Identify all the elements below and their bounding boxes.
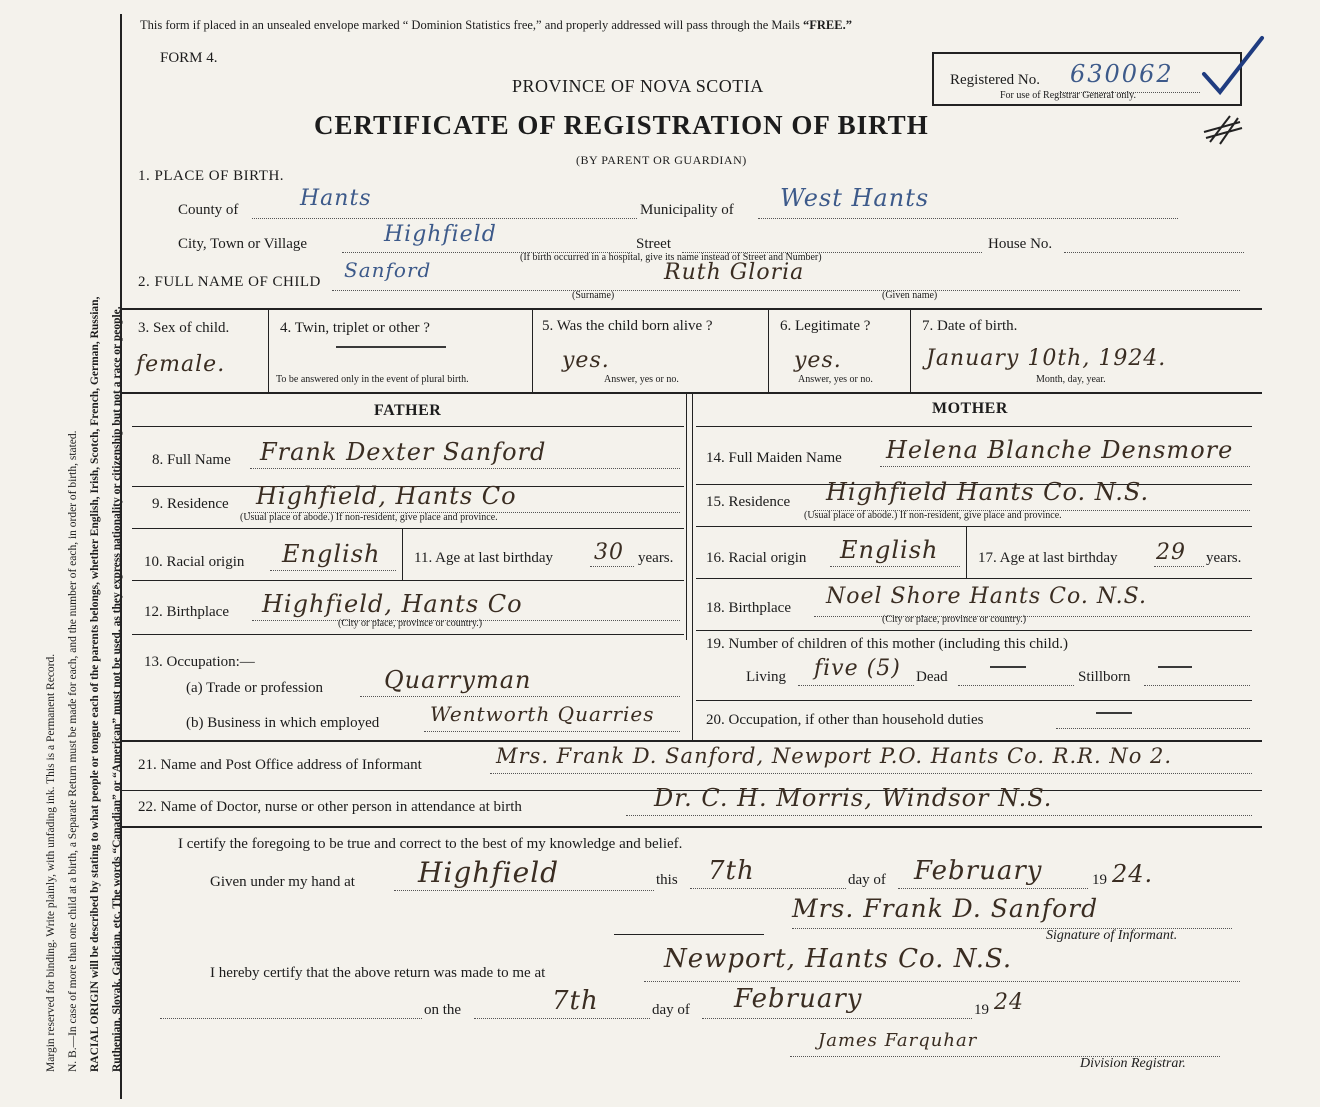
occupation-dash: [1096, 712, 1132, 714]
father-birthplace-label: 12. Birthplace: [144, 604, 229, 620]
city-value: Highfield: [384, 222, 497, 247]
mother-occupation-label: 20. Occupation, if other than household duties: [706, 712, 984, 728]
reg-month-value: February: [734, 984, 863, 1014]
reg-day-value: 7th: [552, 986, 599, 1016]
informant-signature: Mrs. Frank D. Sanford: [792, 894, 1099, 923]
form-number: FORM 4.: [160, 50, 218, 66]
registrar-note: For use of Registrar General only.: [1000, 90, 1136, 101]
mother-residence-value: Highfield Hants Co. N.S.: [826, 478, 1150, 506]
legitimate-value: yes.: [794, 348, 842, 373]
father-trade-label: (a) Trade or profession: [186, 680, 324, 696]
doctor-value: Dr. C. H. Morris, Windsor N.S.: [654, 784, 1053, 812]
twin-dash: [336, 346, 446, 348]
province-heading: PROVINCE OF NOVA SCOTIA: [512, 76, 764, 96]
father-age-value: 30: [594, 540, 624, 565]
given-place-value: Highfield: [418, 856, 560, 889]
father-racial-value: English: [282, 540, 381, 568]
father-trade-value: Quarryman: [384, 666, 532, 694]
father-name-value: Frank Dexter Sanford: [260, 438, 547, 466]
surname-caption: (Surname): [572, 290, 615, 301]
stillborn-label: Stillborn: [1078, 669, 1131, 685]
father-occupation-label: 13. Occupation:—: [144, 654, 255, 670]
form-left-border: [120, 14, 122, 1099]
year-value: 24.: [1112, 860, 1154, 888]
mother-residence-note: (Usual place of abode.) If non-resident, give place and province.: [804, 510, 1062, 521]
father-heading: FATHER: [374, 402, 442, 419]
check-mark-icon: [1198, 30, 1268, 105]
on-the-label: on the: [424, 1002, 462, 1018]
certificate-title: CERTIFICATE OF REGISTRATION OF BIRTH: [314, 110, 929, 140]
municipality-value: West Hants: [780, 184, 930, 212]
mother-birthplace-value: Noel Shore Hants Co. N.S.: [826, 584, 1147, 609]
legitimate-note: Answer, yes or no.: [798, 374, 873, 385]
reg-year-prefix: 19: [974, 1002, 989, 1018]
mother-name-value: Helena Blanche Densmore: [886, 436, 1234, 464]
living-value: five (5): [814, 656, 901, 681]
mother-birthplace-note: (City or place, province or country.): [882, 614, 1027, 625]
dead-dash: [990, 666, 1026, 668]
dead-label: Dead: [916, 669, 948, 685]
mother-age-unit: years.: [1206, 550, 1242, 566]
municipality-label: Municipality of: [640, 202, 734, 218]
sex-value: female.: [136, 352, 226, 377]
signature-caption: Signature of Informant.: [1046, 928, 1178, 943]
registrar-place-value: Newport, Hants Co. N.S.: [664, 944, 1013, 974]
county-value: Hants: [300, 186, 372, 211]
mother-name-label: 14. Full Maiden Name: [706, 450, 842, 466]
father-business-label: (b) Business in which employed: [186, 715, 380, 731]
mother-age-label: 17. Age at last birthday: [978, 550, 1118, 566]
father-business-value: Wentworth Quarries: [430, 702, 655, 726]
registered-label: Registered No.: [950, 72, 1040, 88]
twin-note: To be answered only in the event of plural birth.: [276, 374, 469, 385]
certificate-subtitle: (BY PARENT OR GUARDIAN): [576, 153, 747, 167]
margin-note-plural-birth: N. B.—In case of more than one child at a birth, a Separate Return must be made for each, and the number of each, in order of birth, stated.: [67, 430, 79, 1072]
father-birthplace-note: (City or place, province or country.): [338, 618, 483, 629]
mail-notice: This form if placed in an unsealed envelope marked “ Dominion Statistics free,” and properly addressed will pass through the Mails “FREE.”: [140, 18, 852, 32]
living-label: Living: [746, 669, 786, 685]
city-label: City, Town or Village: [178, 236, 308, 252]
registered-box: [932, 52, 1242, 106]
father-racial-label: 10. Racial origin: [144, 554, 245, 570]
house-number-label: House No.: [988, 236, 1053, 252]
child-surname-value: Sanford: [344, 258, 432, 282]
mother-racial-value: English: [840, 536, 939, 564]
given-name-caption: (Given name): [882, 290, 938, 301]
place-of-birth-heading: 1. PLACE OF BIRTH.: [138, 168, 285, 184]
child-name-label: 2. FULL NAME OF CHILD: [138, 274, 321, 290]
alive-note: Answer, yes or no.: [604, 374, 679, 385]
mother-birthplace-label: 18. Birthplace: [706, 600, 791, 616]
given-label: Given under my hand at: [210, 874, 355, 890]
mother-age-value: 29: [1156, 540, 1186, 565]
margin-note-racial-origin-2: Ruthenian, Slovak, Galician, etc. The words “Canadian” or “American” must not be used, as they express nationality or citizenship but not a race or people.: [111, 306, 123, 1072]
mother-heading: MOTHER: [932, 400, 1008, 417]
column-divider: [686, 394, 687, 640]
father-birthplace-value: Highfield, Hants Co: [262, 590, 523, 618]
day-value: 7th: [708, 856, 755, 886]
legitimate-label: 6. Legitimate ?: [780, 318, 871, 334]
county-label: County of: [178, 202, 239, 218]
reg-day-of-label: day of: [652, 1002, 690, 1018]
scribble-mark-icon: [1200, 112, 1248, 151]
street-label: Street: [636, 236, 671, 252]
alive-label: 5. Was the child born alive ?: [542, 318, 713, 334]
margin-note-racial-origin: RACIAL ORIGIN will be described by stating to what people or tongue each of the parents belongs, whether English, Irish, Scotch, French, German, Russian,: [89, 296, 101, 1072]
dob-value: January 10th, 1924.: [926, 346, 1167, 371]
father-age-label: 11. Age at last birthday: [414, 550, 553, 566]
twin-label: 4. Twin, triplet or other ?: [280, 320, 430, 336]
alive-value: yes.: [562, 348, 610, 373]
father-age-unit: years.: [638, 550, 674, 566]
dob-note: Month, day, year.: [1036, 374, 1106, 385]
margin-note-binding: Margin reserved for binding. Write plainly, with unfading ink. This is a Permanent Record.: [45, 653, 57, 1072]
father-residence-value: Highfield, Hants Co: [256, 482, 517, 510]
year-prefix: 19: [1092, 872, 1107, 888]
hospital-note: (If birth occurred in a hospital, give its name instead of Street and Number): [520, 252, 822, 263]
child-given-name-value: Ruth Gloria: [664, 260, 805, 285]
stillborn-dash: [1158, 666, 1192, 668]
day-of-label: day of: [848, 872, 886, 888]
mother-racial-label: 16. Racial origin: [706, 550, 807, 566]
reg-year-value: 24: [994, 990, 1024, 1015]
informant-value: Mrs. Frank D. Sanford, Newport P.O. Hants Co. R.R. No 2.: [496, 744, 1173, 768]
father-residence-label: 9. Residence: [152, 496, 229, 512]
mother-residence-label: 15. Residence: [706, 494, 791, 510]
informant-label: 21. Name and Post Office address of Informant: [138, 757, 422, 773]
month-value: February: [914, 856, 1043, 886]
mother-children-label: 19. Number of children of this mother (including this child.): [706, 636, 1069, 652]
registrar-statement: I hereby certify that the above return was made to me at: [210, 965, 546, 981]
registrar-signature: James Farquhar: [818, 1030, 978, 1051]
father-residence-note: (Usual place of abode.) If non-resident, give place and province.: [240, 512, 498, 523]
doctor-label: 22. Name of Doctor, nurse or other person in attendance at birth: [138, 799, 522, 815]
father-name-label: 8. Full Name: [152, 452, 231, 468]
sex-label: 3. Sex of child.: [138, 320, 230, 336]
dob-label: 7. Date of birth.: [922, 318, 1018, 334]
registrar-caption: Division Registrar.: [1080, 1056, 1186, 1071]
this-label: this: [656, 872, 678, 888]
certify-statement: I certify the foregoing to be true and correct to the best of my knowledge and belief.: [178, 836, 683, 852]
registered-number: 630062: [1070, 60, 1174, 88]
